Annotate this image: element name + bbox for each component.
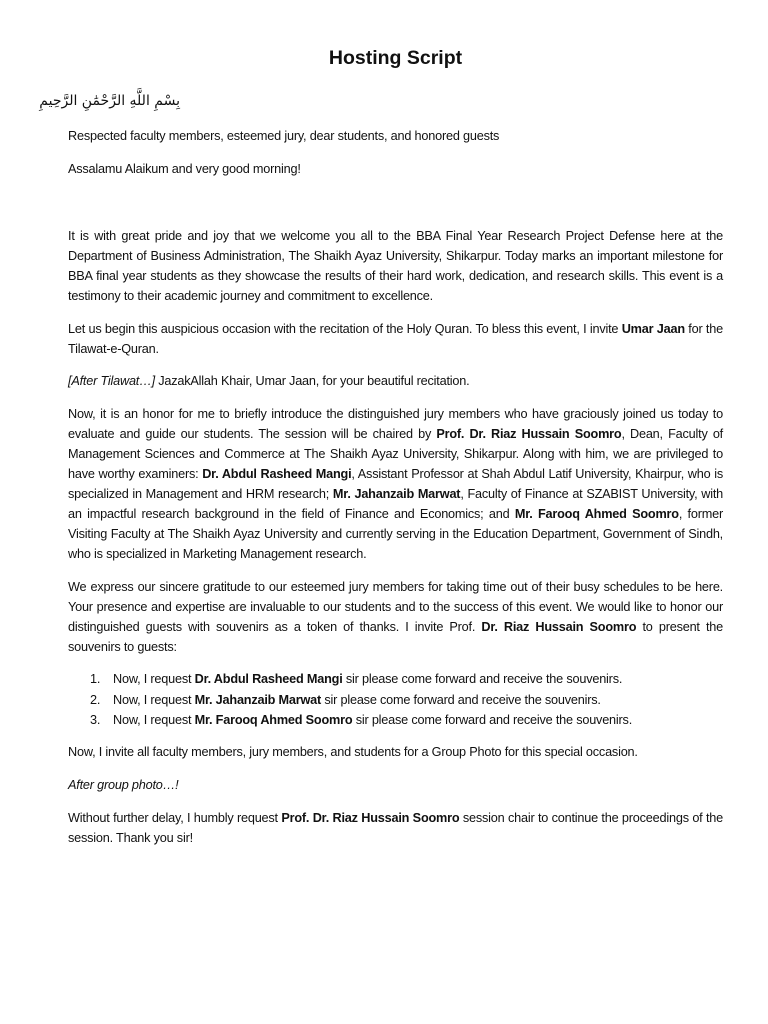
examiner-name: Dr. Abdul Rasheed Mangi [202, 467, 352, 481]
chair-name: Prof. Dr. Riaz Hussain Soomro [436, 427, 622, 441]
gratitude-paragraph: We express our sincere gratitude to our esteemed jury members for taking time out of their busy schedules to be here. Your presence and expertise are invaluable to our students and to the success of this event. We would like to honor our distinguished guests with souvenirs as a token of thanks. I invite Prof. Dr. Riaz Hussain Soomro to present the souvenirs to guests: [68, 580, 723, 654]
examiner-name: Mr. Farooq Ahmed Soomro [514, 507, 679, 521]
salutation: Respected faculty members, esteemed jury, dear students, and honored guests [68, 129, 500, 143]
document-title: Hosting Script [328, 47, 463, 69]
tilawat-paragraph: Let us begin this auspicious occasion with the recitation of the Holy Quran. To bless this event, I invite Umar Jaan for the Tilawat-e-Quran. [68, 322, 723, 356]
closing-paragraph: Without further delay, I humbly request Prof. Dr. Riaz Hussain Soomro session chair to continue the proceedings of the session. Thank you sir! [68, 811, 724, 845]
reciter-name: Umar Jaan [621, 322, 685, 336]
after-tilawat-paragraph: [After Tilawat…] JazakAllah Khair, Umar Jaan, for your beautiful recitation. [68, 374, 470, 388]
bismillah-calligraphy: بِسْمِ اللَّهِ الرَّحْمَٰنِ الرَّحِيمِ [39, 93, 180, 109]
group-photo-paragraph: Now, I invite all faculty members, jury members, and students for a Group Photo for this special occasion. [68, 745, 638, 759]
list-item: 1. Now, I request Dr. Abdul Rasheed Mangi sir please come forward and receive the souvenirs. [90, 672, 623, 686]
welcome-paragraph: It is with great pride and joy that we welcome you all to the BBA Final Year Research Project Defense here at the Department of Business Administration, The Shaikh Ayaz University, Shikarpur. Today marks an important milestone for BBA final year students as they showcase the results of their hard work, dedication, and research skills. This event is a testimony to their academic journey and commitment to excellence. [68, 229, 723, 303]
list-item: 2. Now, I request Mr. Jahanzaib Marwat sir please come forward and receive the souvenirs. [90, 692, 601, 707]
list-item: 3. Now, I request Mr. Farooq Ahmed Soomro sir please come forward and receive the souvenirs. [90, 713, 633, 727]
presenter-name: Dr. Riaz Hussain Soomro [481, 620, 637, 634]
examiner-name: Mr. Jahanzaib Marwat [332, 487, 461, 501]
jury-intro-paragraph: Now, it is an honor for me to briefly introduce the distinguished jury members who have graciously joined us today to evaluate and guide our students. The session will be chaired by Prof. Dr. Riaz Hussain Soomro, Dean, Faculty of Management Sciences and Commerce at The Shaikh Ayaz University, Shikarpur. Along with him, we are privileged to have worthy examiners: Dr. Abdul Rasheed Mangi, Assistant Professor at Shah Abdul Latif University, Khairpur, who is specialized in Management and HRM research; Mr. Jahanzaib Marwat, Faculty of Finance at SZABIST University, with an impactful research background in the field of Finance and Economics; and Mr. Farooq Ahmed Soomro, former Visiting Faculty at The Shaikh Ayaz University and currently serving in the Education Department, Government of Sindh, who is specialized in Marketing Management research. [68, 407, 724, 561]
stage-cue: [After Tilawat…] [68, 374, 155, 388]
greeting: Assalamu Alaikum and very good morning! [68, 162, 301, 176]
chair-name: Prof. Dr. Riaz Hussain Soomro [281, 811, 460, 825]
souvenir-list [68, 669, 723, 731]
after-photo-cue: After group photo…! [68, 778, 179, 792]
